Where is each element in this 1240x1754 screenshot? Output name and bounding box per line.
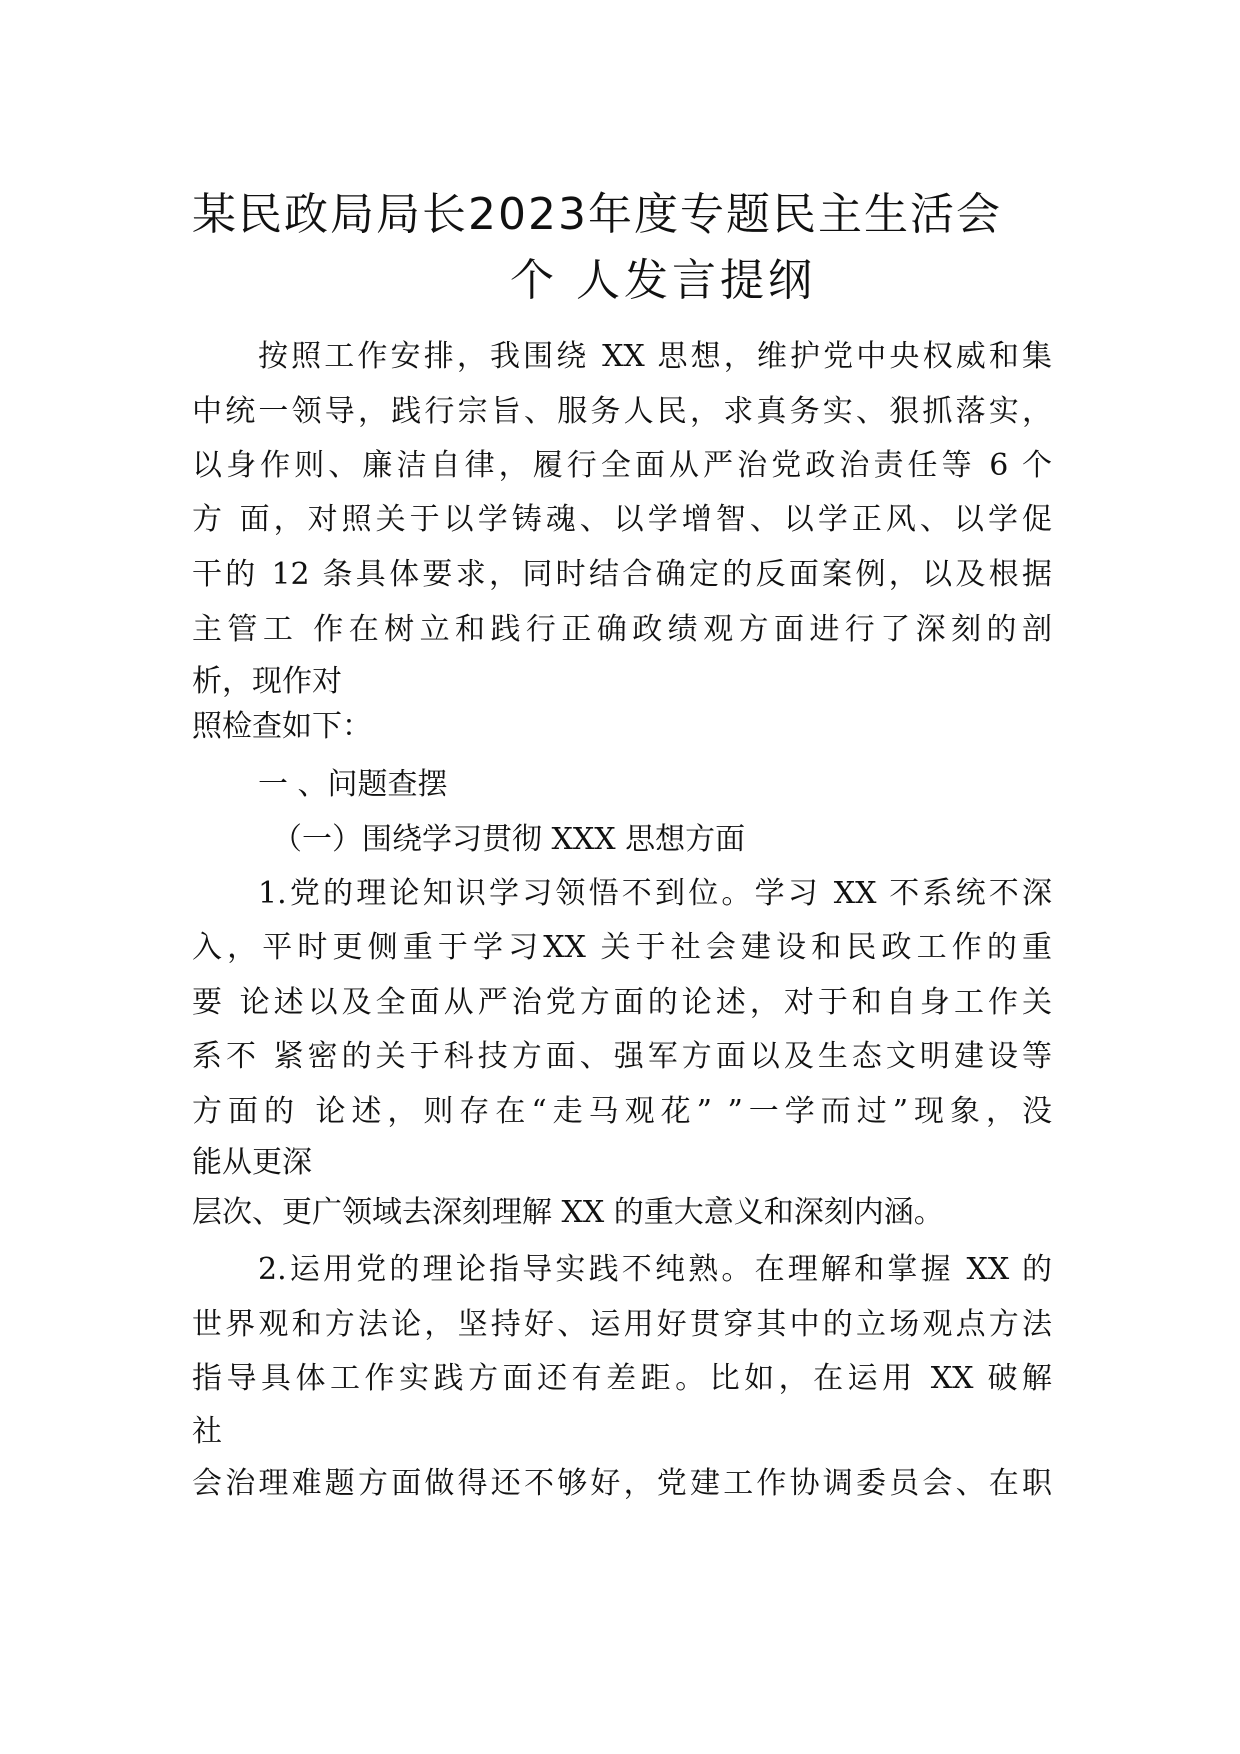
document-title-line-1: 某民政局局长2023年度专题民主生活会 [192, 189, 1002, 240]
body-line: 层次、更广领域去深刻理解 XX 的重大意义和深刻内涵。 [192, 1195, 944, 1230]
body-line: 干的 12 条具体要求，同时结合确定的反面案例，以及根据 [192, 557, 1052, 592]
section-heading: 一 、问题查摆 [258, 767, 448, 802]
body-line: 以身作则、廉洁自律，履行全面从严治党政治责任等 6 个 [192, 448, 1052, 483]
body-line: 方面的 论述，则存在“走马观花” ”一学而过”现象，没 [192, 1094, 1052, 1129]
body-line: 会治理难题方面做得还不够好，党建工作协调委员会、在职 [192, 1466, 1052, 1501]
subsection-heading: （一）围绕学习贯彻 XXX 思想方面 [272, 822, 746, 857]
body-line: 中统一领导，践行宗旨、服务人民，求真务实、狠抓落实， [192, 394, 1052, 429]
body-line: 社 [192, 1414, 222, 1449]
body-line: 指导具体工作实践方面还有差距。比如，在运用 XX 破解 [192, 1361, 1052, 1396]
body-line: 方 面，对照关于以学铸魂、以学增智、以学正风、以学促 [192, 502, 1052, 537]
body-line: 照检查如下： [192, 709, 372, 744]
body-line: 1.党的理论知识学习领悟不到位。学习 XX 不系统不深 [258, 876, 1052, 911]
body-line: 能从更深 [192, 1145, 312, 1180]
body-line: 入，平时更侧重于学习XX 关于社会建设和民政工作的重 [192, 930, 1052, 965]
body-line: 主管工 作在树立和践行正确政绩观方面进行了深刻的剖 [192, 612, 1052, 647]
body-line: 要 论述以及全面从严治党方面的论述，对于和自身工作关 [192, 985, 1052, 1020]
body-line: 按照工作安排，我围绕 XX 思想，维护党中央权威和集 [258, 339, 1052, 374]
document-title-line-2: 个 人发言提纲 [510, 255, 816, 306]
body-line: 析，现作对 [192, 664, 342, 699]
body-line: 世界观和方法论，坚持好、运用好贯穿其中的立场观点方法 [192, 1307, 1052, 1342]
body-line: 2.运用党的理论指导实践不纯熟。在理解和掌握 XX 的 [258, 1252, 1052, 1287]
body-line: 系不 紧密的关于科技方面、强军方面以及生态文明建设等 [192, 1039, 1052, 1074]
